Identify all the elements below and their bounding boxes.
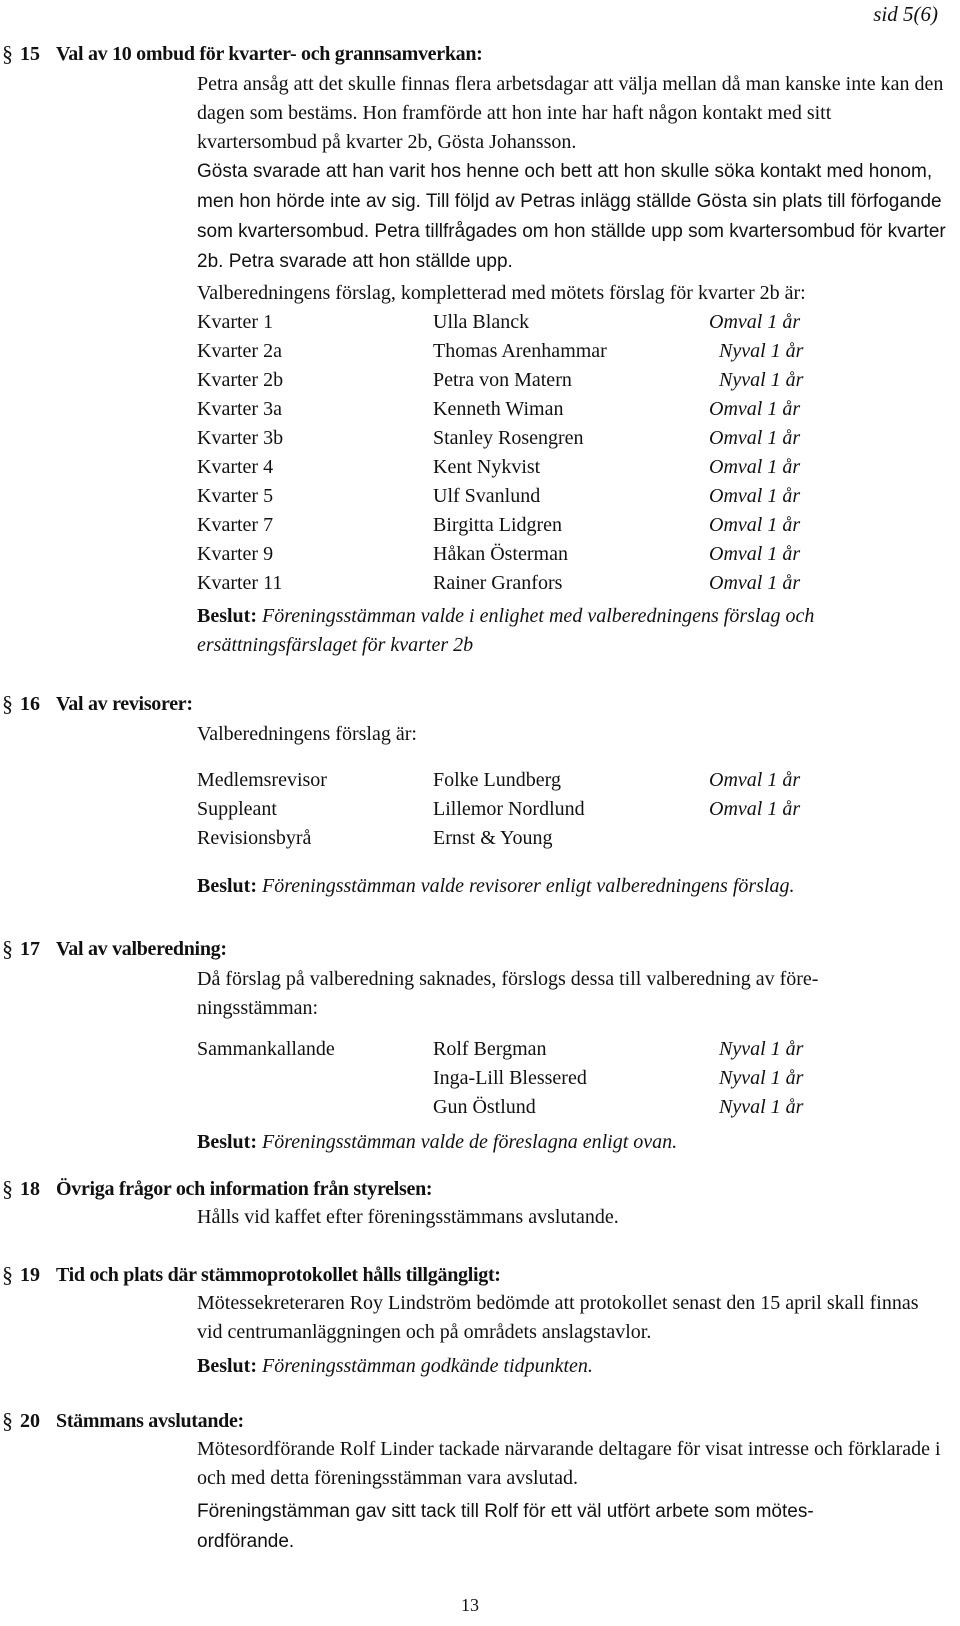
table-row [197,1064,947,1093]
name-cell: Kenneth Wiman [433,398,564,420]
valberedning-table [197,1035,947,1122]
name-cell: Birgitta Lidgren [433,514,563,536]
name-cell: Inga-Lill Blessered [433,1067,587,1089]
paragraph-sign: § [2,1408,13,1433]
section-number: 15 [20,43,40,65]
section-body [197,1203,947,1232]
section-15 [0,40,960,656]
beslut-text: Föreningsstämman valde revisorer enligt valberedningens förslag. [262,875,795,897]
proposal-intro: Valberedningens förslag, kompletterad med mötets förslag för kvarter 2b är: [197,282,806,304]
val-cell: Nyval 1 år [719,1038,804,1060]
paragraph-sign: § [2,41,13,66]
section-title: Val av valberedning: [56,938,227,960]
val-cell: Nyval 1 år [719,369,804,391]
name-cell: Stanley Rosengren [433,427,584,449]
section-title: Val av revisorer: [56,693,193,715]
table-row [197,424,947,453]
section-number: 19 [20,1264,40,1286]
role-cell: Sammankallande [197,1038,335,1060]
val-cell: Omval 1 år [709,514,801,536]
name-cell: Folke Lundberg [433,769,561,791]
section-header [0,1407,960,1435]
paragraph-line: Föreningstämman gav sitt tack till Rolf för ett väl utfört arbete som mötes- [197,1501,814,1522]
table-row [197,795,947,824]
table-row [197,366,947,395]
section-number: 20 [20,1410,40,1432]
name-cell: Petra von Matern [433,369,572,391]
role-cell: Suppleant [197,798,277,820]
section-title: Stämmans avslutande: [56,1410,244,1432]
paragraph-sign: § [2,1262,13,1287]
name-cell: Rainer Granfors [433,572,563,594]
kvarter-cell: Kvarter 11 [197,572,283,594]
name-cell: Ernst & Young [433,827,553,849]
paragraph-sign: § [2,1176,13,1201]
table-row [197,308,947,337]
table-row [197,540,947,569]
kvarter-cell: Kvarter 7 [197,514,274,536]
val-cell: Nyval 1 år [719,1067,804,1089]
section-header [0,935,960,963]
kvarter-cell: Kvarter 1 [197,311,274,333]
section-header [0,40,960,68]
paragraph: Petra ansåg att det skulle finnas flera arbetsdagar att välja mellan då man kanske inte kan den dagen som bestäms. Hon framförde att hon inte har haft någon kontakt med sitt kvartersombud på kvarter 2b, Gösta Johansson. [197,73,944,153]
beslut-label: Beslut: [197,1131,257,1153]
val-cell: Omval 1 år [709,543,801,565]
val-cell: Omval 1 år [709,769,801,791]
name-cell: Lillemor Nordlund [433,798,585,820]
paragraph: Mötesordförande Rolf Linder tackade närvarande deltagare för visat intresse och förklarade i och med detta föreningsstämman vara avslutad. [197,1438,941,1489]
section-title: Val av 10 ombud för kvarter- och grannsamverkan: [56,43,483,65]
paragraph-line: Då förslag på valberedning saknades, förslogs dessa till valberedning av före- [197,968,819,990]
beslut-text: Föreningsstämman godkände tidpunkten. [262,1355,593,1377]
section-title: Övriga frågor och information från styrelsen: [56,1178,433,1200]
table-row [197,482,947,511]
val-cell: Omval 1 år [709,311,801,333]
beslut [197,1352,947,1381]
role-cell: Revisionsbyrå [197,827,312,849]
beslut [197,602,947,660]
kvarter-cell: Kvarter 9 [197,543,274,565]
table-row [197,1035,947,1064]
section-number: 18 [20,1178,40,1200]
beslut-label: Beslut: [197,875,257,897]
name-cell: Kent Nykvist [433,456,541,478]
table-row [197,766,947,795]
table-row [197,824,947,853]
name-cell: Gun Östlund [433,1096,536,1118]
kvarter-cell: Kvarter 4 [197,456,274,478]
val-cell: Omval 1 år [709,398,801,420]
name-cell: Thomas Arenhammar [433,340,607,362]
beslut [197,1128,947,1157]
paragraph [197,1497,947,1557]
beslut-text: Föreningsstämman valde de föreslagna enligt ovan. [262,1131,678,1153]
val-cell: Nyval 1 år [719,340,804,362]
footer-page-number: 13 [461,1595,479,1615]
val-cell: Omval 1 år [709,572,801,594]
name-cell: Ulla Blanck [433,311,530,333]
section-header [0,1175,960,1203]
beslut [197,872,947,901]
section-number: 17 [20,938,40,960]
section-18 [0,1175,960,1228]
beslut-label: Beslut: [197,1355,257,1377]
section-body [197,1435,947,1557]
kvarter-cell: Kvarter 2a [197,340,282,362]
table-row [197,569,947,598]
section-body [197,965,947,1157]
paragraph-sign: § [2,936,13,961]
role-cell: Medlemsrevisor [197,769,327,791]
beslut-label: Beslut: [197,605,257,627]
paragraph-sign: § [2,691,13,716]
section-header [0,1261,960,1289]
val-cell: Nyval 1 år [719,1096,804,1118]
paragraph-line: ordförande. [197,1531,295,1552]
paragraph: Mötessekreteraren Roy Lindström bedömde att protokollet senast den 15 april skall finnas vid centrumanläggningen och på områdets anslagstavlor. [197,1292,919,1343]
section-19 [0,1261,960,1377]
beslut-text: Föreningsstämman valde i enlighet med valberedningens förslag och ersättningsfärslaget för kvarter 2b [197,605,815,656]
val-cell: Omval 1 år [709,427,801,449]
kvarter-cell: Kvarter 5 [197,485,274,507]
section-number: 16 [20,693,40,715]
paragraph-line: ningsstämman: [197,997,319,1019]
ombud-table [197,308,947,598]
table-row [197,337,947,366]
name-cell: Ulf Svanlund [433,485,541,507]
section-title: Tid och plats där stämmoprotokollet hålls tillgängligt: [56,1264,501,1286]
revisor-table [197,766,947,853]
val-cell: Omval 1 år [709,456,801,478]
name-cell: Håkan Österman [433,543,568,565]
section-17 [0,935,960,1153]
kvarter-cell: Kvarter 3b [197,427,284,449]
section-20 [0,1407,960,1552]
paragraph: Hålls vid kaffet efter föreningsstämmans avslutande. [197,1206,619,1228]
val-cell: Omval 1 år [709,485,801,507]
section-header [0,690,960,718]
section-16 [0,690,960,897]
section-body [197,70,947,660]
proposal-intro: Valberedningens förslag är: [197,723,417,745]
kvarter-cell: Kvarter 3a [197,398,282,420]
page-label: sid 5(6) [873,2,938,26]
val-cell: Omval 1 år [709,798,801,820]
table-row [197,395,947,424]
table-row [197,1093,947,1122]
kvarter-cell: Kvarter 2b [197,369,284,391]
paragraph [197,965,947,1023]
section-body [197,1289,947,1381]
paragraph: Gösta svarade att han varit hos henne och bett att hon skulle söka kontakt med honom, men hon hörde inte av sig. Till följd av Petras inlägg ställde Gösta sin plats till förfogande som kvartersombud. Petra tillfrågades om hon ställde upp som kvartersombud för kvarter 2b. Petra svarade att hon ställde upp. [197,161,946,272]
section-body [197,720,947,901]
table-row [197,453,947,482]
name-cell: Rolf Bergman [433,1038,547,1060]
table-row [197,511,947,540]
